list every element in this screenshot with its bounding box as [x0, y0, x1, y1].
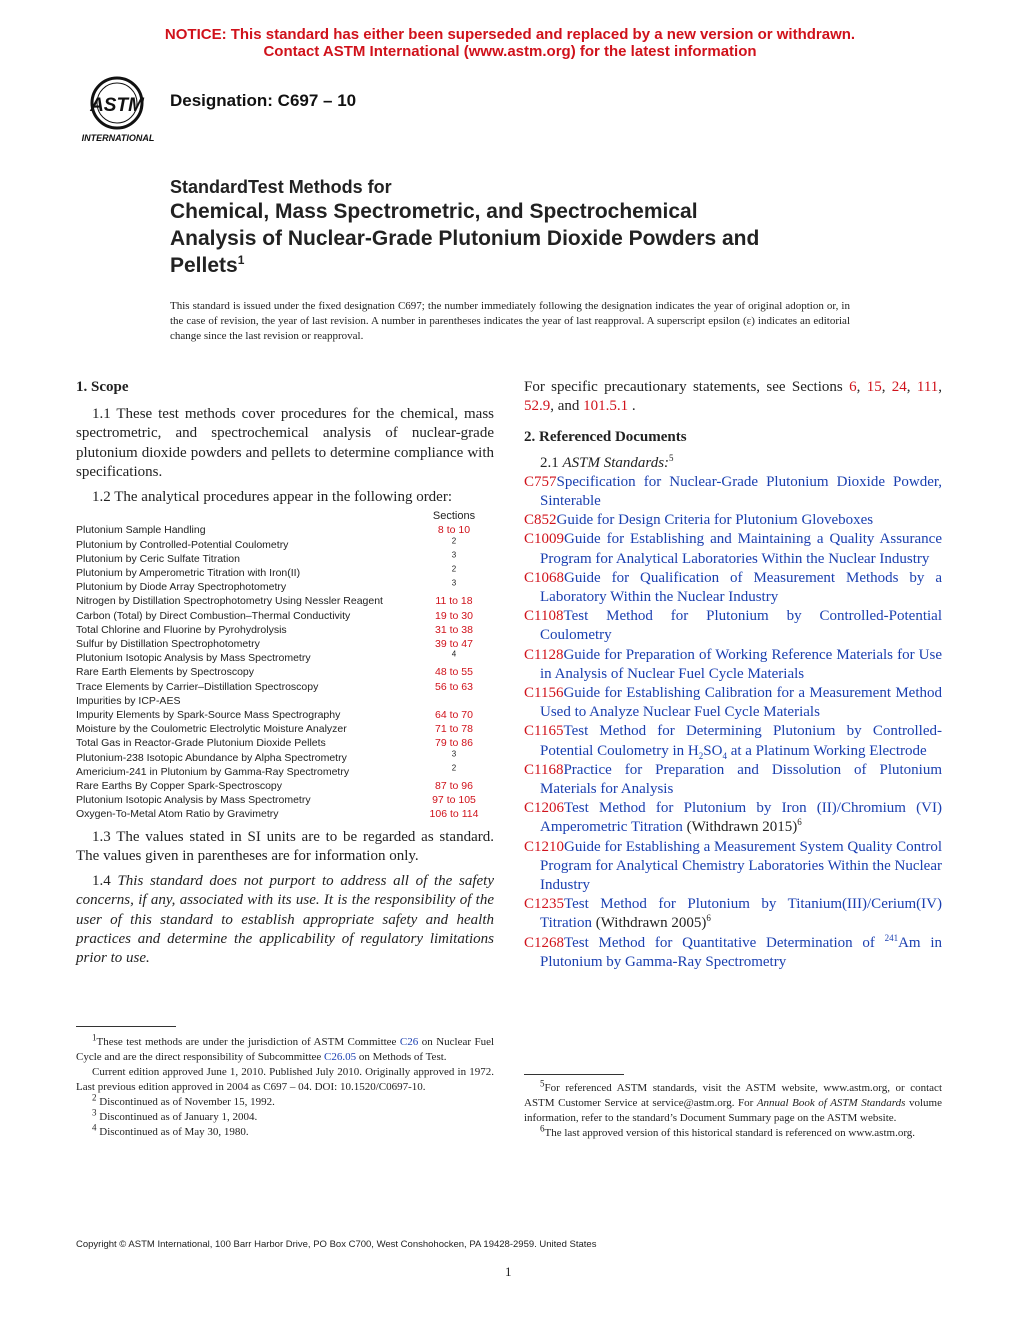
section-to: to: [446, 524, 456, 537]
standard-code-link[interactable]: C1156: [524, 685, 564, 702]
section-end[interactable]: 70: [461, 709, 473, 722]
sections-table-row: [76, 566, 494, 580]
standard-code-link[interactable]: C1268: [524, 934, 565, 951]
section-footnote[interactable]: 3: [451, 749, 457, 759]
procedure-name: Plutonium by Controlled-Potential Coulometry: [76, 538, 289, 551]
procedure-name: Plutonium Isotopic Analysis by Mass Spectrometry: [76, 652, 311, 665]
referenced-standard: [524, 473, 942, 511]
standard-title-link[interactable]: Guide for Establishing and Maintaining a Quality Assurance Program for Analytical Laboratories Within the Nuclear Industry: [540, 531, 942, 567]
sections-table-row: [76, 665, 494, 679]
section-to: to: [449, 638, 459, 651]
section-end[interactable]: 47: [461, 638, 473, 651]
footnote-rule-left: [76, 1026, 176, 1027]
section-end[interactable]: 105: [458, 794, 476, 807]
sections-table-row: [76, 523, 494, 537]
section-start[interactable]: 106: [429, 808, 448, 821]
section-end[interactable]: 38: [461, 623, 473, 636]
title-line-3: Analysis of Nuclear-Grade Plutonium Dioxide Powders and: [170, 227, 760, 250]
section-footnote[interactable]: 2: [451, 536, 457, 546]
title-pellets: Pellets: [170, 254, 238, 277]
standard-code-link[interactable]: C852: [524, 512, 557, 529]
referenced-standard: [524, 530, 942, 568]
scope-1-4-continued: For specific precautionary statements, see Sections 6, 15, 24, 111, 52.9, and 101.5.1 .: [524, 379, 943, 415]
procedure-name: Impurities by ICP-AES: [76, 694, 181, 707]
sections-table-row: [76, 708, 494, 722]
sections-header: Sections: [432, 510, 476, 523]
footnote-4: $^4$ Discontinued as of May 30, 1980.: [92, 1122, 249, 1138]
procedure-name: Trace Elements by Carrier–Distillation Spectroscopy: [76, 680, 319, 693]
link-c26-05[interactable]: C26.05: [324, 1051, 357, 1063]
sections-table-row: [76, 779, 494, 793]
section-end[interactable]: 63: [461, 680, 473, 693]
sections-table-row: [76, 765, 494, 779]
section-to: to: [449, 623, 459, 636]
section-start[interactable]: 31: [435, 623, 447, 636]
title-line-2: Chemical, Mass Spectrometric, and Spectrochemical: [170, 200, 698, 223]
footnote-rule-right: [524, 1074, 624, 1075]
procedure-sections: [414, 694, 494, 708]
section-to: to: [449, 595, 458, 608]
sections-table-row: [76, 793, 494, 807]
standard-title-link[interactable]: Specification for Nuclear-Grade Plutonium Dioxide Powder, Sinterable: [540, 473, 942, 510]
procedure-name: Carbon (Total) by Direct Combustion–Thermal Conductivity: [76, 609, 351, 622]
procedure-name: Impurity Elements by Spark-Source Mass Spectrography: [76, 709, 341, 722]
section-to: to: [449, 723, 459, 736]
procedure-name: Rare Earths By Copper Spark-Spectroscopy: [76, 780, 283, 793]
section-end[interactable]: 30: [461, 609, 473, 622]
section-to: to: [450, 808, 459, 821]
standard-code-link[interactable]: C1235: [524, 896, 565, 913]
section-ref-link[interactable]: 111: [916, 379, 939, 395]
section-to: to: [449, 609, 459, 622]
procedure-sections: [414, 680, 494, 694]
section-start[interactable]: 79: [435, 737, 447, 750]
supersede-notice: [0, 26, 1020, 60]
sections-table-row: [76, 694, 494, 708]
section-ref-link[interactable]: 6: [849, 379, 857, 395]
sections-table-row: [76, 538, 494, 552]
standard-title-link[interactable]: Test Method for Plutonium by Controlled-Potential Coulometry: [540, 608, 942, 644]
procedure-name: Nitrogen by Distillation Spectrophotometry Using Nessler Reagent: [76, 595, 383, 608]
procedure-name: Americium-241 in Plutonium by Gamma-Ray Spectrometry: [76, 765, 350, 778]
standard-title-link[interactable]: Test Method for Determining Plutonium by Controlled-Potential Coulometry in $H_2SO_4$ at a Platinum Working Electrode: [540, 723, 942, 761]
section-start[interactable]: 19: [435, 609, 447, 622]
standard-code-link[interactable]: C1128: [524, 646, 564, 663]
astm-logo-icon: [76, 76, 160, 144]
withdrawn-note: (Withdrawn 2005): [591, 915, 707, 932]
procedure-sections: [414, 807, 494, 821]
procedure-name: Plutonium Isotopic Analysis by Mass Spectrometry: [76, 794, 311, 807]
precaution-section-refs: 6, 15, 24, 111, 52.9, and 101.5.1: [524, 379, 943, 415]
scope-heading: 1. Scope: [76, 379, 129, 395]
section-ref-link[interactable]: 24: [891, 379, 907, 395]
procedure-name: Plutonium-238 Isotopic Abundance by Alpha Spectrometry: [76, 751, 347, 764]
sections-table: [76, 509, 494, 821]
title-line-4: [170, 252, 870, 279]
sections-table-row: [76, 807, 494, 821]
standard-code-link[interactable]: C1009: [524, 531, 565, 548]
procedure-sections: [414, 708, 494, 722]
procedure-sections: [414, 609, 494, 623]
procedure-name: Plutonium by Diode Array Spectrophotometry: [76, 581, 287, 594]
title-footnote-ref[interactable]: 1: [237, 253, 245, 267]
standard-title-link[interactable]: Guide for Qualification of Measurement Methods by a Laboratory Within the Nuclear Industry: [540, 569, 942, 606]
referenced-standard: [524, 934, 942, 972]
sections-table-row: [76, 623, 494, 637]
footnote-3: $^3$ Discontinued as of January 1, 2004.: [92, 1107, 258, 1123]
section-footnote[interactable]: 4: [451, 649, 457, 659]
standard-code-link[interactable]: C1165: [524, 723, 564, 740]
sections-table-row: [76, 680, 494, 694]
scope-1-4-safety-text: This standard does not purport to address all of the safety concerns, if any, associated with its use. It is the responsibility of the user of this standard to establish appropriate safety and health practices and determine the applicability of regulatory limitations prior to use.: [76, 873, 495, 966]
section-to: to: [446, 794, 456, 807]
title-line-1: StandardTest Methods for: [170, 177, 392, 197]
procedure-name: Plutonium by Amperometric Titration with Iron(II): [76, 567, 301, 580]
procedure-sections: [414, 623, 494, 637]
scope-1-4: [76, 872, 494, 968]
copyright-line: Copyright © ASTM International, 100 Barr Harbor Drive, PO Box C700, West Conshohocken, PA 19428-2959. United States: [76, 1239, 597, 1250]
section-footnote[interactable]: 2: [451, 564, 457, 574]
footnote-5: $^5$For referenced ASTM standards, visit the ASTM website, www.astm.org, or contact ASTM Customer Service at service@astm.org. For Annual Book of ASTM Standards volume information, refer to the standard’s Document Summary page on the ASTM website.: [524, 1078, 942, 1124]
footnote-ref[interactable]: 6: [706, 913, 711, 924]
link-c26[interactable]: C26: [399, 1036, 419, 1048]
sections-table-body: [76, 523, 494, 821]
section-end[interactable]: 114: [461, 808, 479, 821]
procedure-name: Oxygen-To-Metal Atom Ratio by Gravimetry: [76, 808, 279, 821]
section-footnote[interactable]: 3: [451, 550, 457, 560]
right-column: [524, 378, 942, 972]
sections-table-row: [76, 594, 494, 608]
document-title: [170, 176, 870, 279]
footnote-1-edition: Current edition approved June 1, 2010. Published July 2010. Originally approved in 1972. Last previous edition approved in 2004 as C697 – 04. DOI: 10.1520/C0697-10.: [76, 1066, 494, 1093]
procedure-sections: [414, 594, 494, 608]
standard-title-link[interactable]: Guide for Establishing Calibration for a Measurement Method Used to Analyze Nuclear Fuel Cycle Materials: [540, 685, 942, 721]
footnote-6: $^6$The last approved version of this historical standard is referenced on www.astm.org.: [540, 1123, 916, 1139]
referenced-standards-list: [524, 473, 942, 972]
section-ref-link[interactable]: 15: [866, 379, 882, 395]
left-column: [76, 378, 494, 968]
section-to: to: [449, 780, 459, 793]
referenced-standard: [524, 799, 942, 837]
logo-subtext: INTERNATIONAL: [81, 133, 155, 143]
section-end[interactable]: 96: [461, 780, 473, 793]
section-start[interactable]: 48: [435, 666, 447, 679]
referenced-standard: [524, 646, 942, 684]
section-to: to: [449, 709, 459, 722]
standard-code-link[interactable]: C1206: [524, 800, 565, 817]
sections-table-row: [76, 736, 494, 750]
sections-table-row: [76, 722, 494, 736]
section-end[interactable]: 78: [461, 723, 473, 736]
standard-title-link[interactable]: Guide for Design Criteria for Plutonium Gloveboxes: [556, 512, 874, 529]
procedure-sections: [414, 665, 494, 679]
precaution-text: For specific precautionary statements, see Sections: [524, 379, 843, 395]
standard-title-link[interactable]: Guide for Preparation of Working Reference Materials for Use in Analysis of Nuclear Fuel Cycle Materials: [540, 646, 942, 682]
footnotes-left: [76, 1032, 495, 1140]
procedure-name: Plutonium Sample Handling: [76, 524, 206, 537]
section-start[interactable]: 11: [435, 595, 447, 608]
sections-table-row: [76, 637, 494, 651]
procedure-name: Sulfur by Distillation Spectrophotometry: [76, 638, 260, 651]
notice-line-2: Contact ASTM International (www.astm.org) for the latest information: [263, 43, 757, 60]
footnote-1: $^1$These test methods are under the jurisdiction of ASTM Committee C26 on Nuclear Fuel Cycle and are the direct responsibility of Subcommittee C26.05 on Methods of Test.: [76, 1032, 495, 1063]
referenced-standard: [524, 895, 942, 933]
sections-table-row: [76, 580, 494, 594]
section-end[interactable]: 18: [460, 595, 473, 608]
section-ref-link[interactable]: 101.5.1: [583, 398, 629, 415]
standard-code-link[interactable]: C1108: [524, 608, 564, 625]
procedure-name: Total Chlorine and Fluorine by Pyrohydrolysis: [76, 623, 287, 636]
standard-title-link[interactable]: Test Method for Quantitative Determination of $^{241}$Am in Plutonium by Gamma-Ray Spectrometry: [540, 932, 942, 970]
section-start[interactable]: 56: [435, 680, 447, 693]
section-ref-link[interactable]: 52.9: [524, 398, 551, 415]
section-footnote[interactable]: 2: [451, 763, 457, 773]
scope-1-2: 1.2 The analytical procedures appear in the following order:: [92, 489, 453, 506]
refdocs-2-1: 2.1 ASTM Standards:$^5$: [540, 452, 674, 471]
standard-title-link[interactable]: Guide for Establishing a Measurement System Quality Control Program for Analytical Chemistry Laboratories Within the Nuclear Industry: [540, 838, 942, 894]
procedure-sections: [414, 765, 494, 779]
designation: Designation: C697 – 10: [170, 91, 357, 110]
section-to: to: [449, 666, 459, 679]
sections-table-row: [76, 651, 494, 665]
sections-table-row: [76, 751, 494, 765]
referenced-standard: [524, 511, 942, 530]
standard-title-link[interactable]: Test Method for Plutonium by Iron (II)/Chromium (VI) Amperometric Titration: [540, 800, 942, 836]
procedure-name: Total Gas in Reactor-Grade Plutonium Dioxide Pellets: [76, 737, 326, 750]
withdrawn-note: (Withdrawn 2015): [682, 819, 798, 836]
standard-title-link[interactable]: Practice for Preparation and Dissolution of Plutonium Materials for Analysis: [540, 761, 942, 798]
procedure-name: Moisture by the Coulometric Electrolytic Moisture Analyzer: [76, 723, 347, 736]
section-to: to: [449, 737, 459, 750]
referenced-standard: [524, 722, 942, 760]
logo-letters: ASTM: [90, 95, 144, 116]
section-start[interactable]: 97: [432, 794, 444, 807]
footnote-ref[interactable]: 6: [797, 817, 802, 828]
sections-table-row: [76, 552, 494, 566]
referenced-standard: [524, 838, 942, 896]
referenced-standard: [524, 761, 942, 799]
procedure-sections: [414, 651, 494, 665]
section-end[interactable]: 86: [461, 737, 473, 750]
section-start[interactable]: 87: [435, 780, 447, 793]
procedure-name: Plutonium by Ceric Sulfate Titration: [76, 552, 240, 565]
section-start[interactable]: 8: [437, 524, 444, 537]
standard-title-link[interactable]: Test Method for Plutonium by Titanium(III)/Cerium(IV) Titration: [540, 896, 942, 932]
section-end[interactable]: 10: [458, 524, 471, 537]
notice-line-1: NOTICE: This standard has either been superseded and replaced by a new version or withdrawn.: [164, 26, 856, 43]
procedure-sections: [414, 779, 494, 793]
page-number: 1: [505, 1264, 512, 1279]
standard-code-link[interactable]: C1168: [524, 761, 564, 778]
sections-table-row: [76, 609, 494, 623]
astm-logo: [76, 76, 160, 144]
procedure-sections: [414, 580, 494, 594]
referenced-standard: [524, 569, 942, 607]
section-end[interactable]: 55: [461, 666, 473, 679]
section-start[interactable]: 71: [435, 723, 447, 736]
issuance-statement: This standard is issued under the fixed designation C697; the number immediately following the designation indicates the year of original adoption or, in the case of revision, the year of last revision. A number in parentheses indicates the year of last reapproval. A superscript epsilon (ε) indicates an editorial change since the last revision or reapproval.: [170, 300, 850, 342]
procedure-name: Rare Earth Elements by Spectroscopy: [76, 666, 254, 679]
referenced-standard: [524, 684, 942, 722]
standard-code-link[interactable]: C1068: [524, 569, 565, 586]
scope-1-4-number: 1.4: [92, 873, 111, 890]
refdocs-heading: 2. Referenced Documents: [524, 429, 687, 446]
referenced-standard: [524, 607, 942, 645]
footnotes-right: [524, 1078, 942, 1141]
procedure-sections: [414, 722, 494, 736]
scope-1-3: 1.3 The values stated in SI units are to be regarded as standard. The values given in parentheses are for information only.: [76, 828, 494, 864]
standard-code-link[interactable]: C1210: [524, 838, 565, 855]
section-footnote[interactable]: 3: [451, 578, 457, 588]
procedure-sections: [414, 793, 494, 807]
footnote-2: $^2$ Discontinued as of November 15, 1992.: [92, 1092, 275, 1108]
section-start[interactable]: 64: [435, 709, 447, 722]
section-to: to: [449, 680, 459, 693]
scope-1-1: 1.1 These test methods cover procedures for the chemical, mass spectrometric, and spectrochemical analysis of nuclear-grade plutonium dioxide powders and pellets to determine compliance with specifications.: [76, 406, 494, 480]
standard-code-link[interactable]: C757: [524, 473, 557, 490]
section-start[interactable]: 39: [435, 638, 447, 651]
